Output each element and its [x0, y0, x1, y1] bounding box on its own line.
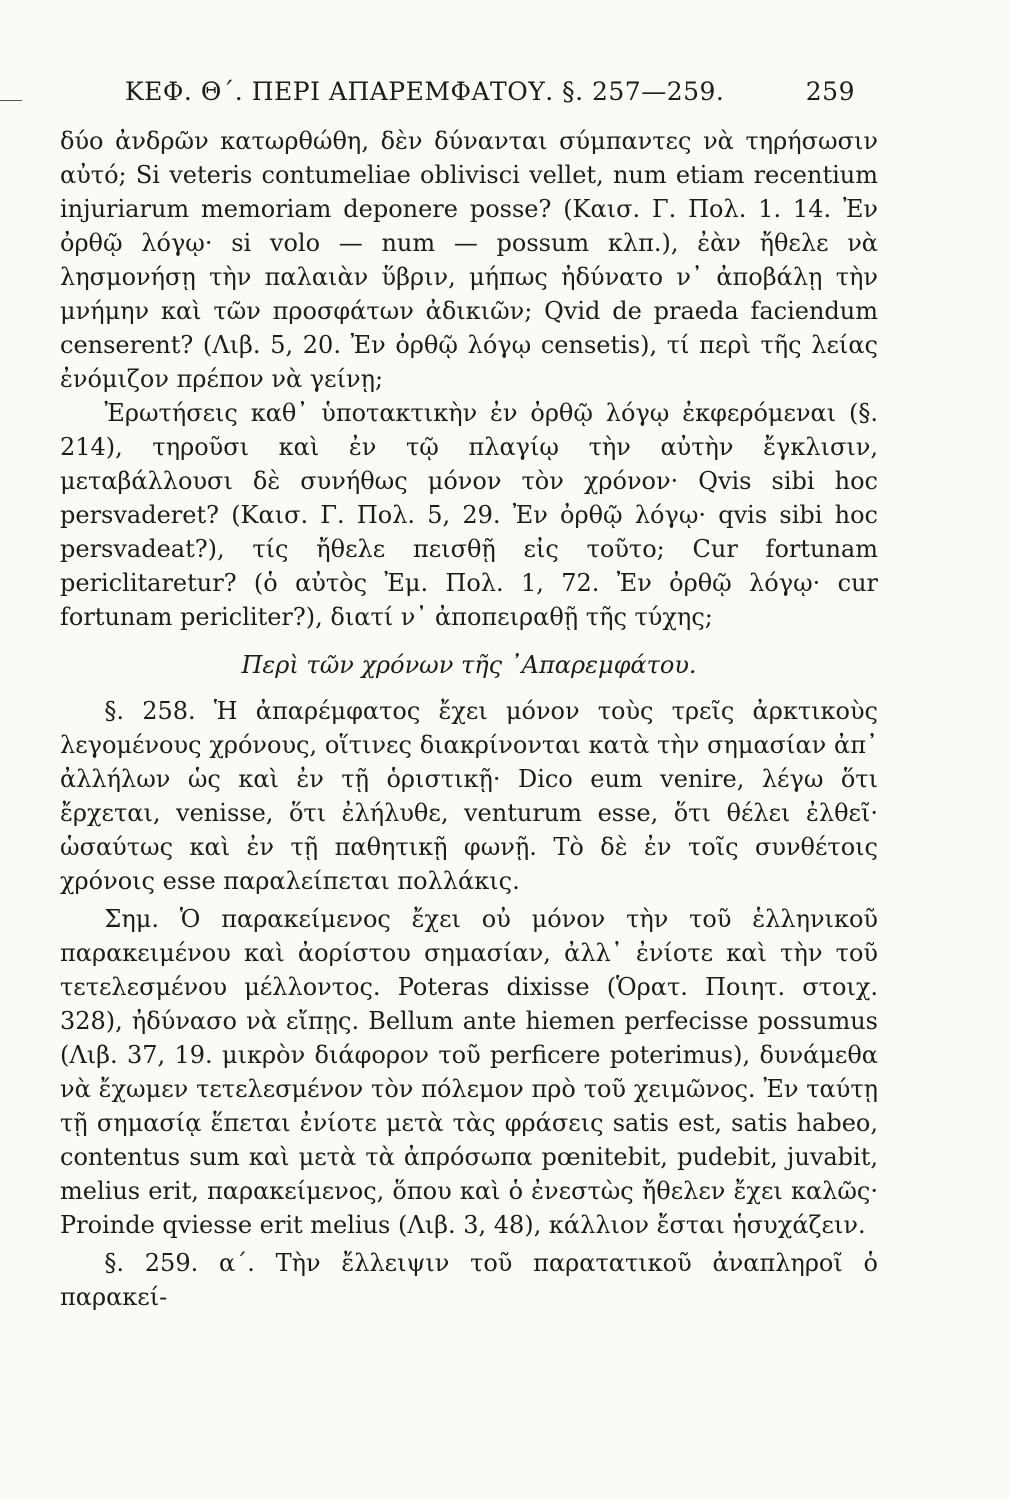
- running-header: [125, 72, 855, 112]
- paragraph-259: §. 259. α΄. Τὴν ἔλλειψιν τοῦ παρατατικοῦ ἀναπληροῖ ὁ παρακεί-: [60, 1249, 878, 1311]
- margin-mark: [0, 100, 22, 101]
- section-heading: Περὶ τῶν χρόνων τῆς ᾿Απαρεμφάτου.: [241, 651, 697, 679]
- paragraph-note: Σημ. Ὁ παρακείμενος ἔχει οὐ μόνον τὴν τοῦ ἑλληνικοῦ παρακειμένου καὶ ἀορίστου σημασίαν, ἀλλ᾿ ἐνίοτε καὶ τὴν τοῦ τετελεσμένου μέλλοντος. Poteras dixisse (Ὁρατ. Ποιητ. στοιχ. 328), ἠδύνασο νὰ εἴπῃς. Bellum ante hiemen perfecisse possumus (Λιβ. 37, 19. μικρὸν διάφορον τοῦ perficere poterimus), δυνάμεθα νὰ ἔχωμεν τετελεσμένον τὸν πόλεμον πρὸ τοῦ χειμῶνος. Ἐν ταύτῃ τῇ σημασίᾳ ἕπεται ἐνίοτε μετὰ τὰς φράσεις satis est, satis habeo, contentus sum καὶ μετὰ τὰ ἀπρόσωπα pœnitebit, pudebit, juvabit, melius erit, παρακείμενος, ὅπου καὶ ὁ ἐνεστὼς ἤθελεν ἔχει καλῶς· Proinde qviesse erit melius (Λιβ. 3, 48), κάλλιον ἔσται ἡσυχάζειν.: [60, 905, 878, 1239]
- paragraph-questions: Ἐρωτήσεις καθ᾿ ὑποτακτικὴν ἐν ὀρθῷ λόγῳ ἐκφερόμεναι (§. 214), τηροῦσι καὶ ἐν τῷ πλαγίῳ τὴν αὐτὴν ἔγκλισιν, μεταβάλλουσι δὲ συνήθως μόνον τὸν χρόνον· Qvis sibi hoc persvaderet? (Καισ. Γ. Πολ. 5, 29. Ἐν ὀρθῷ λόγῳ· qvis sibi hoc persvadeat?), τίς ἤθελε πεισθῇ εἰς τοῦτο; Cur fortunam periclitaretur? (ὁ αὐτὸς Ἐμ. Πολ. 1, 72. Ἐν ὀρθῷ λόγῳ· cur fortunam pericliter?), διατί ν᾿ ἀποπειραθῇ τῆς τύχης;: [60, 399, 878, 631]
- page-body: [60, 124, 878, 1314]
- paragraph-continuation: δύο ἀνδρῶν κατωρθώθη, δὲν δύνανται σύμπαντες νὰ τηρήσωσιν αὐτό; Si veteris contumeliae oblivisci vellet, num etiam recentium injuriarum memoriam deponere posse? (Καισ. Γ. Πολ. 1. 14. Ἐν ὀρθῷ λόγῳ· si volo — num — possum κλπ.), ἐὰν ἤθελε νὰ λησμονήσῃ τὴν παλαιὰν ὕβριν, μήπως ἠδύνατο ν᾿ ἀποβάλῃ τὴν μνήμην καὶ τῶν προσφάτων ἀδικιῶν; Qvid de praeda faciendum censerent? (Λιβ. 5, 20. Ἐν ὀρθῷ λόγῳ censetis), τί περὶ τῆς λείας ἐνόμιζον πρέπον νὰ γείνῃ;: [60, 127, 878, 393]
- paragraph-258: §. 258. Ἡ ἀπαρέμφατος ἔχει μόνον τοὺς τρεῖς ἀρκτικοὺς λεγομένους χρόνους, οἵτινες διακρίνονται κατὰ τὴν σημασίαν ἀπ᾿ ἀλλήλων ὡς καὶ ἐν τῇ ὁριστικῇ· Dico eum venire, λέγω ὅτι ἔρχεται, venisse, ὅτι ἐλήλυθε, venturum esse, ὅτι θέλει ἐλθεῖ· ὡσαύτως καὶ ἐν τῇ παθητικῇ φωνῇ. Τὸ δὲ ἐν τοῖς συνθέτοις χρόνοις esse παραλείπεται πολλάκις.: [60, 697, 878, 895]
- page-number: 259: [805, 77, 855, 106]
- running-title: ΚΕΦ. Θ΄. ΠΕΡΙ ΑΠΑΡΕΜΦΑΤΟΥ. §. 257—259.: [125, 77, 725, 106]
